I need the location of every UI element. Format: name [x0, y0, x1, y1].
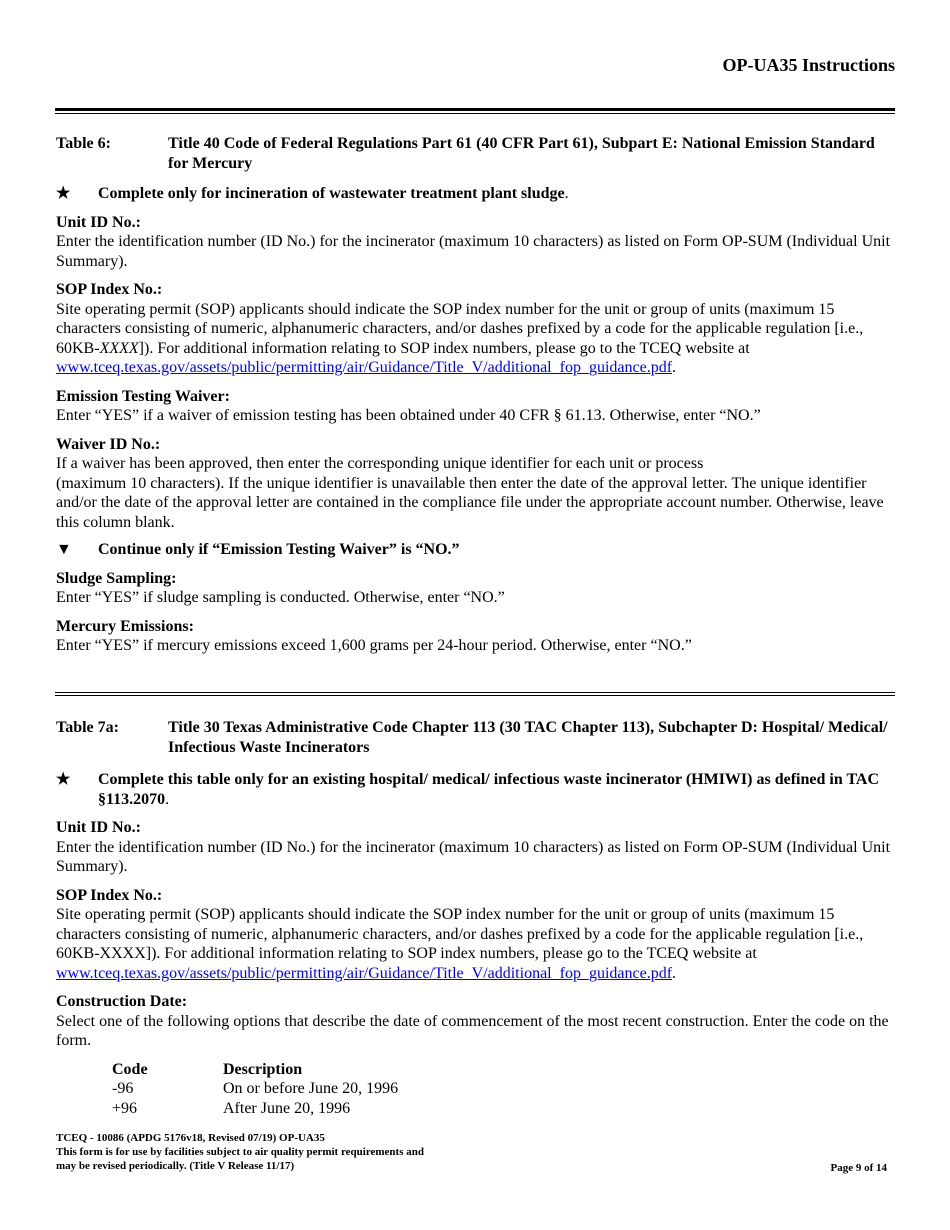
table6-emission-waiver-field: [56, 387, 895, 426]
field-text: [56, 905, 895, 983]
table7a-title: Title 30 Texas Administrative Code Chapter 113 (30 TAC Chapter 113), Subchapter D: Hospital/ Medical/ Infectious Waste Incinerators: [168, 719, 888, 756]
table7a-number: Table 7a:: [56, 719, 119, 736]
page-number: Page 9 of 14: [830, 1162, 887, 1174]
table6-number: Table 6:: [56, 135, 111, 152]
code-cell: +96: [112, 1099, 138, 1117]
section-divider: [55, 692, 895, 696]
table7a-note-trail: .: [165, 790, 170, 808]
page-footer: [56, 1131, 424, 1173]
field-text: Enter the identification number (ID No.) for the incinerator (maximum 10 characters) as listed on Form OP-SUM (Individual Unit Summary).: [56, 838, 891, 875]
guidance-link[interactable]: www.tceq.texas.gov/assets/public/permitting/air/Guidance/Title_V/additional_fop_guidance.pdf: [56, 359, 673, 376]
field-text-line2: (maximum 10 characters). If the unique identifier is unavailable then enter the date of the approval letter. The unique identifier and/or the date of the approval letter are contained in the compliance file under the appropriate account number. Otherwise, leave this column blank.: [56, 474, 884, 531]
star-icon: ★: [56, 185, 71, 202]
field-text: [56, 300, 895, 378]
field-label: Construction Date:: [56, 993, 188, 1010]
table7a-note: [56, 770, 895, 809]
table-row: [112, 1099, 895, 1119]
table6-heading: [56, 134, 895, 173]
table-row: [112, 1079, 895, 1099]
table6-sludge-field: [56, 569, 895, 608]
table6-title: Title 40 Code of Federal Regulations Part 61 (40 CFR Part 61), Subpart E: National Emission Standard for Mercury: [168, 135, 875, 172]
field-text: Enter “YES” if a waiver of emission testing has been obtained under 40 CFR § 61.13. Otherwise, enter “NO.”: [56, 407, 761, 424]
sop-text-end: .: [672, 359, 677, 376]
page-header-title: OP-UA35 Instructions: [722, 55, 895, 75]
field-label: Unit ID No.:: [56, 819, 141, 836]
continue-note-text: Continue only if “Emission Testing Waiver” is “NO.”: [98, 541, 460, 558]
footer-line: This form is for use by facilities subject to air quality permit requirements and: [56, 1146, 424, 1158]
code-table: [112, 1060, 895, 1119]
header-divider: [55, 108, 895, 114]
guidance-link[interactable]: www.tceq.texas.gov/assets/public/permitting/air/Guidance/Title_V/additional_fop_guidance.pdf: [56, 964, 673, 982]
triangle-down-icon: ▼: [56, 541, 72, 558]
table6-section: [56, 134, 895, 656]
sop-text-a: Site operating permit (SOP) applicants should indicate the SOP index number for the unit or group of units (maximum 15 characters consisting of numeric, alphanumeric characters, and/or dashes prefixed by a code for the applicable regulation [i.e., 60KB-: [56, 300, 864, 357]
sop-text-a: Site operating permit (SOP) applicants should indicate the SOP index number for the unit or group of units (maximum 15 characters consisting of numeric, alphanumeric characters, and/or dashes prefixed by a code for the applicable regulation [i.e., 60KB-XXXX]). For additional information relating to SOP index numbers, please go to the TCEQ website at: [56, 906, 864, 962]
table6-note-trail: .: [564, 185, 569, 202]
field-text: Select one of the following options that describe the date of commencement of the most recent construction. Enter the code on the form.: [56, 1012, 889, 1049]
footer-line: TCEQ - 10086 (APDG 5176v18, Revised 07/19) OP-UA35: [56, 1132, 325, 1144]
code-table-header: [112, 1060, 895, 1080]
description-header: Description: [223, 1060, 303, 1078]
code-cell: -96: [112, 1080, 134, 1097]
table7a-heading: [56, 718, 895, 757]
field-text: Enter “YES” if mercury emissions exceed 1,600 grams per 24-hour period. Otherwise, enter “NO.”: [56, 637, 692, 654]
code-header: Code: [112, 1060, 148, 1078]
table6-note-text: Complete only for incineration of wastewater treatment plant sludge: [98, 185, 565, 202]
field-text: Enter “YES” if sludge sampling is conducted. Otherwise, enter “NO.”: [56, 589, 505, 606]
table6-sop-index-field: [56, 280, 895, 378]
sop-text-end: .: [672, 964, 677, 982]
table6-unit-id-field: [56, 213, 895, 272]
table7a-section: [56, 718, 895, 1118]
field-label: Mercury Emissions:: [56, 617, 194, 635]
table6-mercury-field: [56, 617, 895, 656]
star-icon: ★: [56, 771, 71, 788]
sop-text-b: ]). For additional information relating to SOP index numbers, please go to the TCEQ website at: [138, 339, 750, 357]
field-text: Enter the identification number (ID No.) for the incinerator (maximum 10 characters) as listed on Form OP-SUM (Individual Unit Summary).: [56, 233, 891, 270]
table7a-note-text: Complete this table only for an existing hospital/ medical/ infectious waste incinerator (HMIWI) as defined in TAC §113.2070: [98, 771, 880, 808]
table7a-construction-field: [56, 992, 895, 1051]
field-label: Waiver ID No.:: [56, 435, 161, 453]
field-label: Emission Testing Waiver:: [56, 387, 230, 405]
table6-note: [56, 184, 895, 204]
table7a-sop-index-field: [56, 886, 895, 984]
field-label: SOP Index No.:: [56, 886, 163, 904]
table7a-unit-id-field: [56, 818, 895, 877]
sop-text-italic: XXXX: [99, 339, 139, 357]
field-label: SOP Index No.:: [56, 281, 163, 298]
field-label: Sludge Sampling:: [56, 569, 177, 587]
table6-continue-note: [56, 540, 895, 560]
description-cell: After June 20, 1996: [223, 1099, 351, 1117]
footer-line: may be revised periodically. (Title V Release 11/17): [56, 1160, 295, 1172]
field-label: Unit ID No.:: [56, 213, 141, 231]
table6-waiver-id-field: [56, 435, 895, 533]
field-text-line1: If a waiver has been approved, then enter the corresponding unique identifier for each unit or process: [56, 455, 704, 472]
description-cell: On or before June 20, 1996: [223, 1080, 399, 1097]
